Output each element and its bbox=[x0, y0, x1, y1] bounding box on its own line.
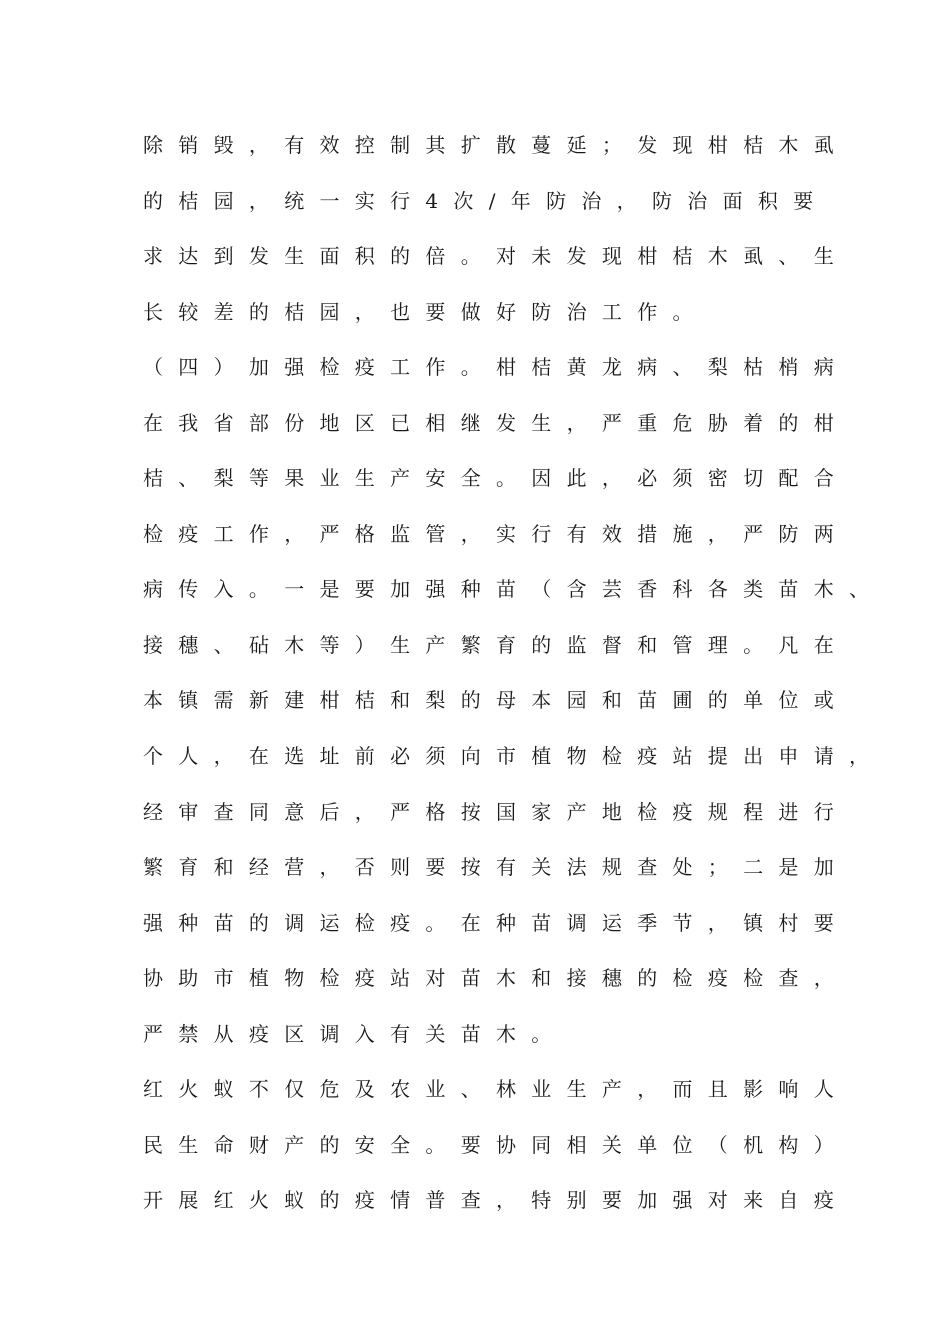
text-line: 繁育和经营，否则要按有关法规查处；二是加 bbox=[143, 855, 849, 879]
text-line: 开展红火蚁的疫情普查，特别要加强对来自疫 bbox=[143, 1188, 849, 1212]
text-line: 红火蚁不仅危及农业、林业生产，而且影响人 bbox=[143, 1077, 849, 1101]
text-line: 强种苗的调运检疫。在种苗调运季节，镇村要 bbox=[143, 911, 849, 935]
text-line: 本镇需新建柑桔和梨的母本园和苗圃的单位或 bbox=[143, 688, 849, 712]
text-line: 经审查同意后，严格按国家产地检疫规程进行 bbox=[143, 800, 849, 824]
text-line: 的桔园，统一实行4次/年防治，防治面积要 bbox=[143, 189, 829, 213]
text-line: 个人，在选址前必须向市植物检疫站提出申请， bbox=[143, 744, 885, 768]
text-line: 严禁从疫区调入有关苗木。 bbox=[143, 1022, 567, 1046]
text-line: 协助市植物检疫站对苗木和接穗的检疫检查， bbox=[143, 966, 849, 990]
text-line: 检疫工作，严格监管，实行有效措施，严防两 bbox=[143, 522, 849, 546]
text-line: 求达到发生面积的倍。对未发现柑桔木虱、生 bbox=[143, 244, 849, 268]
text-line: （四）加强检疫工作。柑桔黄龙病、梨枯梢病 bbox=[143, 355, 849, 379]
text-line: 长较差的桔园，也要做好防治工作。 bbox=[143, 300, 708, 324]
text-line: 在我省部份地区已相继发生，严重危胁着的柑 bbox=[143, 411, 849, 435]
text-line: 除销毁，有效控制其扩散蔓延；发现柑桔木虱 bbox=[143, 133, 849, 157]
text-line: 病传入。一是要加强种苗（含芸香科各类苗木、 bbox=[143, 577, 885, 601]
text-line: 桔、梨等果业生产安全。因此，必须密切配合 bbox=[143, 466, 849, 490]
text-line: 接穗、砧木等）生产繁育的监督和管理。凡在 bbox=[143, 633, 849, 657]
text-line: 民生命财产的安全。要协同相关单位（机构） bbox=[143, 1133, 849, 1157]
